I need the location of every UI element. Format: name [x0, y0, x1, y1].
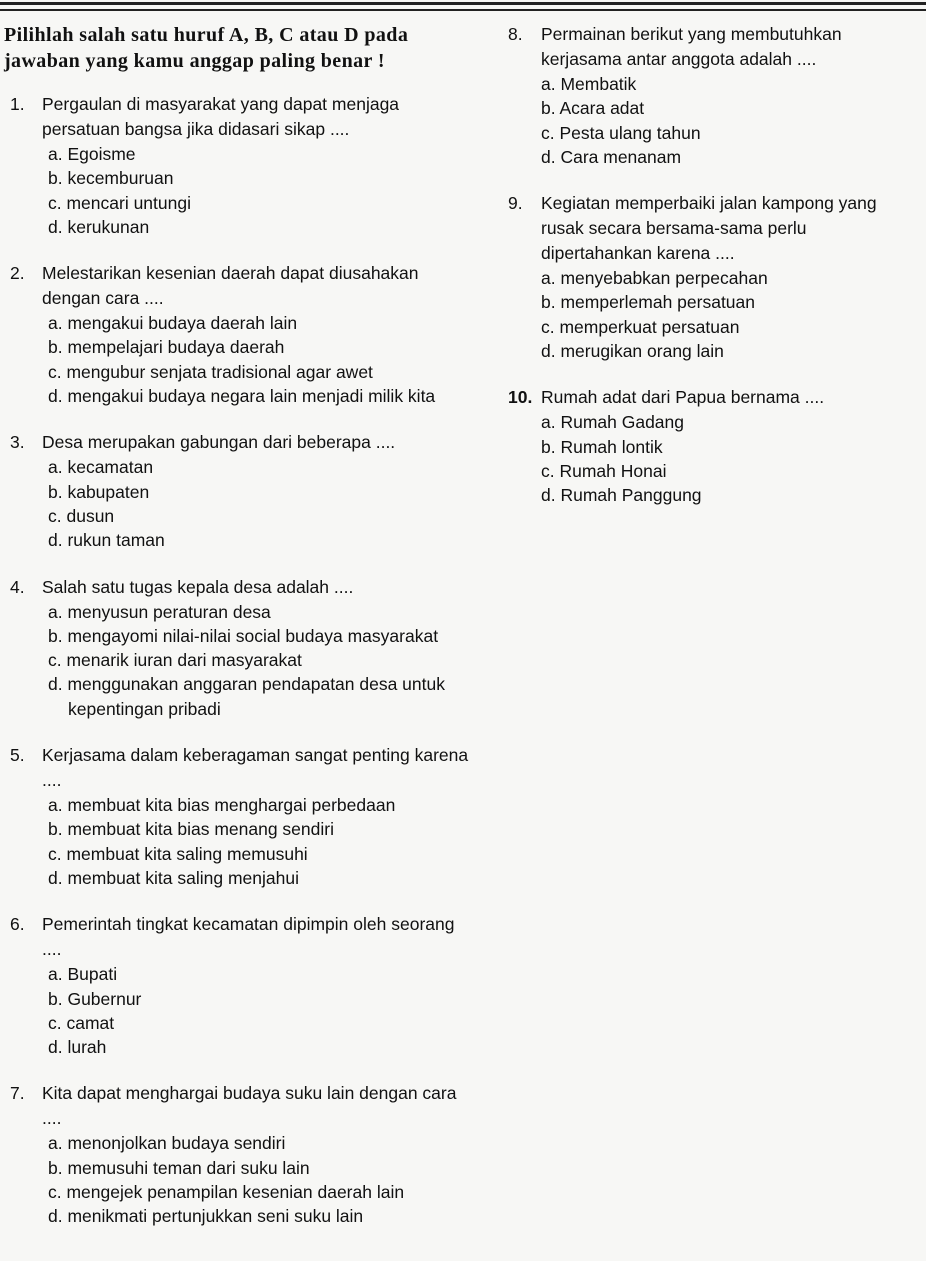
- question-number: 4.: [10, 576, 25, 597]
- option-a: a. Membatik: [541, 74, 637, 94]
- question-8: [508, 22, 920, 169]
- option-a: a. menonjolkan budaya sendiri: [48, 1133, 286, 1154]
- left-column: [4, 22, 474, 1251]
- option-a: a. menyusun peraturan desa: [48, 601, 271, 622]
- question-10: [508, 385, 920, 507]
- option-c: c. camat: [48, 1012, 115, 1033]
- question-number: 7.: [10, 1083, 25, 1104]
- question-number: 1.: [10, 94, 25, 114]
- option-a: a. menyebabkan perpecahan: [541, 268, 768, 289]
- option-c: c. membuat kita saling memusuhi: [48, 843, 308, 864]
- option-b: b. mempelajari budaya daerah: [48, 337, 285, 358]
- question-text: Kita dapat menghargai budaya suku lain dengan cara ....: [42, 1083, 457, 1129]
- option-d: d. menikmati pertunjukkan seni suku lain: [48, 1206, 364, 1227]
- option-c: c. dusun: [48, 505, 115, 526]
- option-c: c. Rumah Honai: [541, 460, 667, 481]
- question-text: Melestarikan kesenian daerah dapat diusahakan dengan cara ....: [42, 263, 419, 309]
- option-a: a. kecamatan: [48, 457, 154, 478]
- question-text: Permainan berikut yang membutuhkan kerjasama antar anggota adalah ....: [541, 24, 842, 69]
- question-text: Kegiatan memperbaiki jalan kampong yang rusak secara bersama-sama perlu dipertahankan karena ....: [541, 193, 877, 264]
- question-3: [4, 430, 474, 552]
- question-text: Salah satu tugas kepala desa adalah ....: [42, 576, 354, 597]
- question-6: [4, 912, 474, 1059]
- option-d: d. lurah: [48, 1037, 107, 1058]
- question-number: 10.: [508, 387, 533, 408]
- option-b: b. Acara adat: [541, 98, 645, 119]
- option-d: d. mengakui budaya negara lain menjadi milik kita: [48, 386, 436, 407]
- option-b: b. kabupaten: [48, 481, 150, 502]
- option-b: b. mengayomi nilai-nilai social budaya masyarakat: [48, 625, 439, 646]
- question-text: Pergaulan di masyarakat yang dapat menjaga persatuan bangsa jika didasari sikap ....: [42, 94, 400, 139]
- option-d: d. merugikan orang lain: [541, 341, 724, 362]
- question-text: Rumah adat dari Papua bernama ....: [541, 387, 825, 408]
- question-text: Pemerintah tingkat kecamatan dipimpin oleh seorang ....: [42, 914, 455, 960]
- option-d: d. membuat kita saling menjahui: [48, 867, 299, 888]
- option-a: a. mengakui budaya daerah lain: [48, 313, 298, 334]
- instruction: [4, 22, 474, 74]
- option-b: b. kecemburuan: [48, 168, 174, 189]
- question-text: Desa merupakan gabungan dari beberapa ....: [42, 432, 396, 453]
- question-number: 8.: [508, 24, 523, 44]
- option-a: a. Rumah Gadang: [541, 412, 685, 433]
- question-1: [4, 92, 474, 239]
- option-b: b. memusuhi teman dari suku lain: [48, 1157, 310, 1178]
- option-d: d. rukun taman: [48, 530, 165, 551]
- option-a: a. Bupati: [48, 964, 118, 985]
- option-b: b. memperlemah persatuan: [541, 292, 755, 313]
- option-c: c. mengubur senjata tradisional agar awet: [48, 361, 373, 382]
- instruction-line-1: Pilihlah salah satu huruf A, B, C atau D pada: [4, 24, 409, 46]
- option-d-continuation: kepentingan pribadi: [68, 698, 221, 719]
- option-d: d. Cara menanam: [541, 146, 682, 167]
- question-9: [508, 191, 920, 363]
- right-column: [508, 22, 920, 530]
- question-7: [4, 1081, 474, 1228]
- question-2: [4, 261, 474, 408]
- option-c: c. menarik iuran dari masyarakat: [48, 650, 302, 671]
- instruction-line-2: jawaban yang kamu anggap paling benar !: [4, 50, 385, 72]
- question-number: 3.: [10, 432, 25, 453]
- option-c: c. mencari untungi: [48, 192, 191, 213]
- question-number: 2.: [10, 263, 25, 284]
- option-b: b. Gubernur: [48, 988, 142, 1009]
- option-d: d. Rumah Panggung: [541, 485, 702, 506]
- option-a: a. Egoisme: [48, 144, 136, 164]
- top-rule: [0, 2, 926, 5]
- option-c: c. Pesta ulang tahun: [541, 122, 701, 143]
- option-c: c. memperkuat persatuan: [541, 316, 740, 337]
- option-d: d. kerukunan: [48, 216, 150, 237]
- question-number: 5.: [10, 745, 25, 766]
- option-a: a. membuat kita bias menghargai perbedaan: [48, 795, 396, 816]
- option-b: b. Rumah lontik: [541, 436, 663, 457]
- question-4: [4, 575, 474, 721]
- question-5: [4, 743, 474, 890]
- option-b: b. membuat kita bias menang sendiri: [48, 819, 334, 840]
- question-number: 6.: [10, 914, 25, 935]
- question-number: 9.: [508, 193, 523, 214]
- top-rule-thin: [0, 9, 926, 11]
- option-c: c. mengejek penampilan kesenian daerah lain: [48, 1182, 405, 1203]
- question-text: Kerjasama dalam keberagaman sangat penting karena ....: [42, 745, 469, 791]
- option-d: d. menggunakan anggaran pendapatan desa untuk: [48, 674, 445, 695]
